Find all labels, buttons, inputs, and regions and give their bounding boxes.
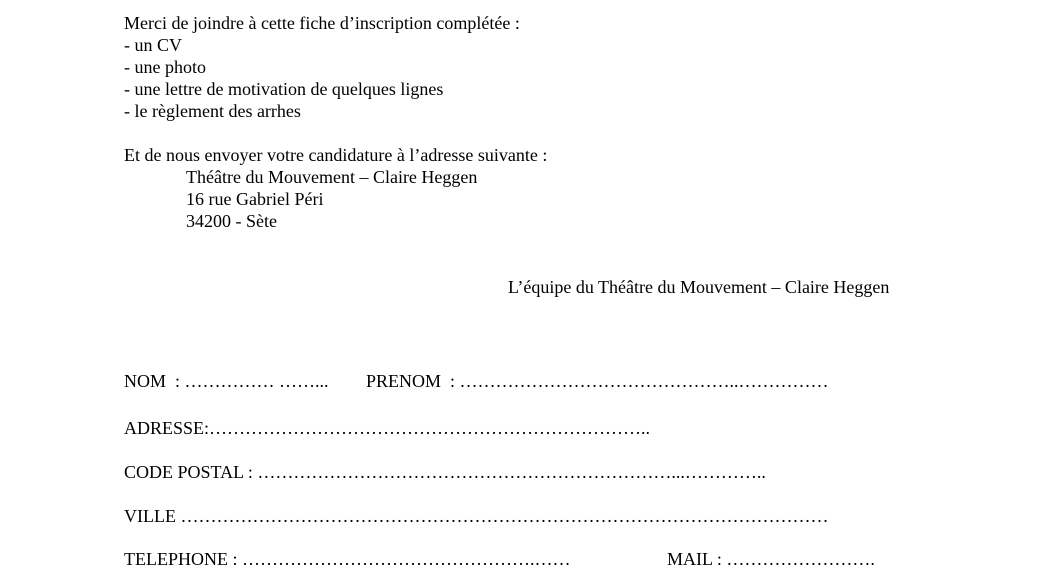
field-code-postal: CODE POSTAL : ……………………………………………………………...………….. bbox=[124, 462, 766, 482]
field-ville: VILLE ……………………………………………………………………………………………… bbox=[124, 506, 829, 526]
address-line-street: 16 rue Gabriel Péri bbox=[186, 189, 324, 209]
field-telephone: TELEPHONE : ………………………………………….…… bbox=[124, 549, 571, 569]
field-nom: NOM : …………… ……... bbox=[124, 371, 329, 391]
signature: L’équipe du Théâtre du Mouvement – Claire Heggen bbox=[508, 277, 890, 297]
attachment-item-photo: - une photo bbox=[124, 57, 206, 77]
sending-heading: Et de nous envoyer votre candidature à l’adresse suivante : bbox=[124, 145, 548, 165]
attachments-heading: Merci de joindre à cette fiche d’inscription complétée : bbox=[124, 13, 520, 33]
address-line-name: Théâtre du Mouvement – Claire Heggen bbox=[186, 167, 478, 187]
address-line-city: 34200 - Sète bbox=[186, 211, 277, 231]
field-prenom: PRENOM : ………………………………………..…………… bbox=[366, 371, 829, 391]
attachment-item-letter: - une lettre de motivation de quelques lignes bbox=[124, 79, 444, 99]
attachment-item-payment: - le règlement des arrhes bbox=[124, 101, 301, 121]
field-mail: MAIL : ……………………. bbox=[667, 549, 875, 569]
field-adresse: ADRESSE:……………………………………………………………….. bbox=[124, 418, 651, 438]
attachment-item-cv: - un CV bbox=[124, 35, 182, 55]
